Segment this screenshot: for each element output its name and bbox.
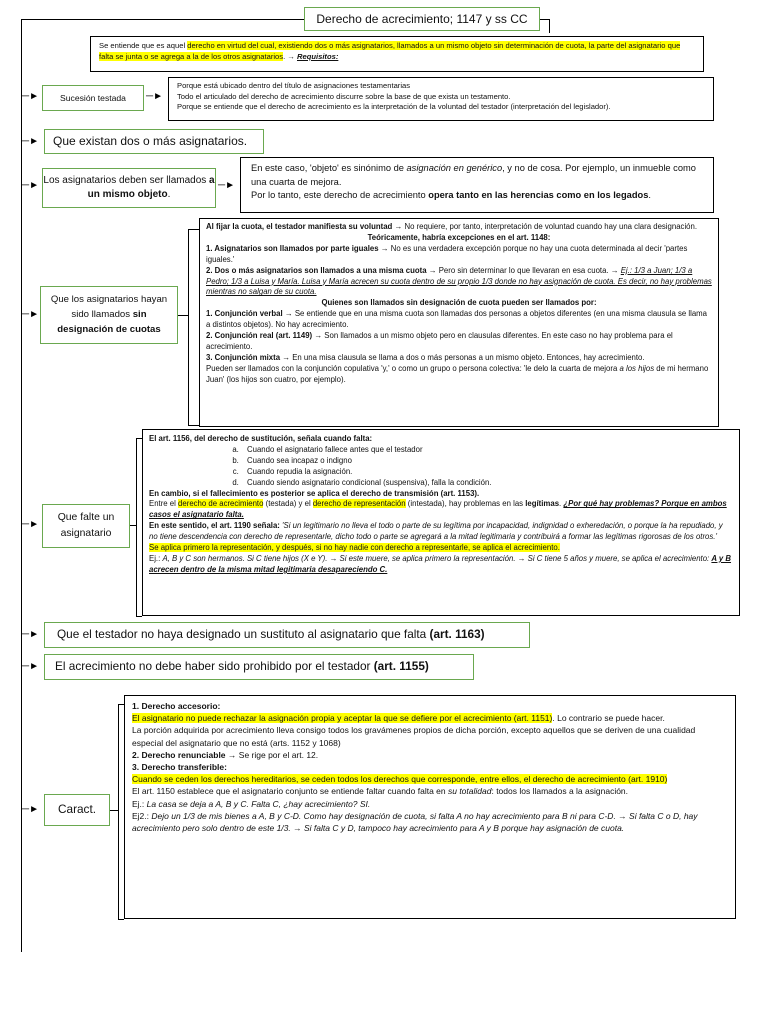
conjuncion-real-text: → Son llamados a un mismo objeto pero en clausulas diferentes. En este caso no hay problema para el acrecimiento. (206, 331, 673, 351)
sucesion-detail-box (168, 77, 714, 121)
falte-problemas-legitimas: legítimas (525, 499, 560, 509)
caract-art-1150 (132, 785, 728, 797)
caract-art-1150-pre: El art. 1150 establece que el asignatario conjunto se entiende faltar cuando falta en (132, 786, 448, 797)
page-title: Derecho de acrecimiento; 1147 y ss CC (304, 7, 540, 31)
mismo-objeto-label-pre: Los asignatarios deben ser llamados (43, 175, 210, 186)
falte-problemas-hl2: derecho de representación (312, 499, 406, 509)
sin-cuota-bracket-top (188, 229, 199, 230)
mismo-objeto-l1-post: , y no de cosa. Por ejemplo, un inmueble como una cuarta de mejora. (251, 163, 696, 187)
conjuncion-verbal-bold: 1. Conjunción verbal (206, 309, 283, 319)
falte-problemas-d: . (559, 499, 564, 509)
requisitos-label: Requisitos: (297, 51, 339, 61)
sustituto-text: Que el testador no haya designado un sustituto al asignatario que falta (57, 627, 430, 641)
caract-detail-box (124, 695, 736, 919)
arrow-mismo-objeto: ─► (22, 180, 39, 191)
mismo-objeto-l1-pre: En este caso, 'objeto' es sinónimo de (251, 163, 407, 173)
excepciones-heading: Teóricamente, habría excepciones en el art. 1148: (367, 232, 551, 242)
mismo-objeto-label-bold: a un mismo objeto (87, 175, 215, 200)
caract-art-1150-post: : todos los llamados a la asignación. (491, 786, 629, 797)
arrow-sucesion: ─► (22, 91, 39, 102)
title-connector (21, 19, 304, 20)
sucesion-testada-box: Sucesión testada (42, 85, 144, 111)
falte-ejemplo-i1: A, B y C son hermanos. Si C tiene hijos (X e Y). (162, 553, 328, 563)
falte-problemas-question: ¿Por qué hay problemas? Porque en ambos casos el asignatario falta. (149, 499, 727, 520)
falte-cause-d: d. Cuando siendo asignatario condicional (suspensiva), falla la condición. (241, 478, 733, 489)
arrow-falte: ─► (22, 519, 39, 530)
mismo-objeto-l2-post: . (648, 190, 651, 201)
mismo-objeto-l1-italic: asignación en genérico (406, 163, 503, 173)
falte-ejemplo-a: Ej.: (149, 553, 163, 563)
falte-problemas-b: (testada) y el (263, 499, 313, 509)
arrow-sucesion-detail: ─► (146, 91, 163, 102)
caract-ejemplo-1 (132, 798, 728, 810)
sin-cuota-bracket-bottom (188, 425, 199, 426)
caract-ejemplo-2-pre: Ej2.: (132, 810, 152, 821)
caract-transferible-highlight: Cuando se ceden los derechos hereditarios, se ceden todos los derechos que corresponde, entre ellos, el derecho de acrecimiento (art. 1910) (132, 774, 668, 785)
dos-asignatarios-box: Que existan dos o más asignatarios. (44, 129, 264, 154)
mismo-objeto-detail-1 (251, 162, 703, 189)
arrow-prohibido: ─► (22, 661, 39, 672)
sin-cuota-label-pre: Que los asignatarios hayan sido llamados (50, 294, 168, 320)
sin-cuota-bracket (188, 229, 189, 425)
caract-accesorio-text: . Lo contrario se puede hacer. (552, 713, 665, 724)
definition-box (90, 36, 704, 72)
caract-accesorio-heading: 1. Derecho accesorio: (132, 701, 221, 711)
prohibido-box (44, 654, 474, 680)
caract-box: Caract. (44, 794, 110, 826)
title-right-drop (549, 19, 550, 33)
conjuncion-mixta (206, 353, 712, 364)
title-right-stub (540, 19, 549, 20)
falte-causes-list (149, 445, 733, 489)
falte-ejemplo-conclusion: A y B acrecen dentro de la misma mitad legitimaria desapareciendo C. (149, 553, 732, 574)
arrow-caract: ─► (22, 804, 39, 815)
falte-art-1190-bold: En este sentido, el art. 1190 señala: (149, 521, 280, 531)
caract-transferible-p (132, 773, 728, 785)
mismo-objeto-detail-2 (251, 189, 703, 203)
excepcion-2 (206, 266, 712, 299)
arrow-sustituto: ─► (22, 629, 39, 640)
caract-renunciable-text: → Se rige por el art. 12. (225, 749, 319, 760)
falte-asignatario-box: Que falte un asignatario (42, 504, 130, 548)
falte-art-1156: El art. 1156, del derecho de sustitución, señala cuando falta: (149, 434, 373, 443)
arrow-sin-cuota: ─► (22, 309, 39, 320)
caract-accesorio-highlight: El asignatario no puede rechazar la asignación propia y aceptar la que se defiere por el acrecimiento (art. 1151) (132, 713, 553, 724)
mismo-objeto-box (42, 168, 216, 208)
falte-problemas (149, 499, 733, 521)
caract-accesorio-p2: La porción adquirida por acrecimiento lleva consigo todos los gravámenes propios de dicha porción, excepto aquellos que se deriven de una cualidad especial del asignatario que no está (arts. 1152 y 1068) (132, 725, 696, 748)
falte-problemas-hl1: derecho de acrecimiento (178, 499, 264, 509)
falte-ejemplo-c: → (515, 553, 528, 563)
falte-ejemplo (149, 554, 733, 576)
falte-art-1190-quote: 'Si un legitimario no lleva el todo o parte de su legítima por incapacidad, indignidad o exheredación, o porque la ha repudiado, y no tiene descendencia con derecho de representarle, dicho todo o parte se agregará a la mitad legitimaria y contribuirá a formar las legítimas rigorosas de los otros.' (149, 521, 723, 542)
sustituto-art: (art. 1163) (429, 627, 485, 641)
caract-accesorio-p1 (132, 712, 728, 724)
conjuncion-copulativa-post: de mi hermano Juan' (los hijos son cuatro, por ejemplo). (206, 363, 709, 384)
conjuncion-copulativa-italic: a los hijos (619, 363, 655, 373)
definition-text-pre: Se entiende que es aquel (99, 41, 188, 50)
falte-ejemplo-i2: Si este muere, se aplica primero la representación. (339, 553, 516, 563)
excepcion-2-text: → Pero sin determinar lo que llevaran en esa cuota. → (426, 265, 621, 275)
sin-cuota-connector (178, 315, 188, 316)
excepcion-2-bold: 2. Dos o más asignatarios son llamados a una misma cuota (206, 265, 427, 275)
conjuncion-copulativa-text: Pueden ser llamados con la conjunción copulativa 'y,' o como un grupo o persona colectiva: 'le delo la cuarta de mejora (206, 363, 620, 373)
sucesion-line-2: Todo el articulado del derecho de acrecimiento discurre sobre la base de que exista un testamento. (177, 91, 511, 101)
prohibido-text: El acrecimiento no debe haber sido prohibido por el testador (55, 659, 374, 673)
falte-transmision: En cambio, si el fallecimiento es posterior se aplica el derecho de transmisión (art. 1153). (149, 488, 480, 498)
sin-cuota-p1 (206, 222, 712, 233)
sin-cuota-detail-box (199, 218, 719, 427)
conjuncion-heading: Quienes son llamados sin designación de cuota pueden ser llamados por: (321, 298, 597, 308)
caract-connector (110, 810, 118, 811)
sucesion-line-3: Porque se entiende que el derecho de acrecimiento es la interpretación de la voluntad del testador (interpretación del legislador). (177, 102, 611, 112)
sucesion-line-1: Porque está ubicado dentro del título de asignaciones testamentarias (177, 81, 411, 90)
caract-ejemplo-1-pre: Ej.: (132, 798, 147, 809)
arrow-mismo-objeto-detail: ─► (218, 180, 235, 191)
falte-orden-highlight: Se aplica primero la representación, y después, si no hay nadie con derecho a representarle, se aplica el acrecimiento. (149, 543, 560, 553)
excepcion-1-text: → No es una verdadera excepción porque no hay una cuota determinada al decir 'partes iguales.' (206, 243, 688, 264)
definition-text-post: . → (283, 51, 297, 61)
conjuncion-mixta-bold: 3. Conjunción mixta (206, 352, 281, 362)
excepcion-1-bold: 1. Asignatarios son llamados por parte iguales (206, 243, 379, 253)
falte-cause-a: a. Cuando el asignatario fallece antes que el testador (241, 445, 733, 456)
conjuncion-copulativa (206, 364, 712, 386)
falte-detail-box (142, 429, 740, 616)
caract-ejemplo-1-text: La casa se deja a A, B y C. Falta C, ¿hay acrecimiento? SI. (146, 798, 371, 809)
conjuncion-verbal-text: → Se entiende que en una misma cuota son llamadas dos personas a objetos diferentes (en una misma clausula se llama a distintos objetos). No hay acrecimiento. (206, 309, 707, 330)
falte-cause-b: b. Cuando sea incapaz o indigno (241, 456, 733, 467)
conjuncion-mixta-text: → En una misa clausula se llama a dos o más personas a un mismo objeto. Entonces, hay acrecimiento. (280, 352, 645, 362)
caract-bracket (118, 704, 119, 919)
prohibido-art: (art. 1155) (373, 659, 429, 673)
excepcion-2-example: Ej.: 1/3 a Juan; 1/3 a Pedro; 1/3 a Luisa y María. Luisa y María acrecen su cuota dentro de su propio 1/3 donde no hay asignación de cuota. Es decir, no hay problemas mientras no salgan de su cuota. (206, 265, 712, 297)
caract-renunciable-heading: 2. Derecho renunciable (132, 749, 226, 760)
sustituto-box (44, 622, 530, 648)
caract-renunciable (132, 749, 728, 761)
falte-bracket-bottom (136, 616, 142, 617)
excepcion-1 (206, 244, 712, 266)
caract-bracket-bottom (118, 919, 124, 920)
arrow-dos-asignatarios: ─► (22, 136, 39, 147)
falte-bracket (136, 438, 137, 616)
conjuncion-real (206, 331, 712, 353)
conjuncion-real-bold: 2. Conjunción real (art. 1149) (206, 331, 313, 341)
falte-problemas-c: (intestada), hay problemas en las (405, 499, 526, 509)
caract-ejemplo-2-text: Dejo un 1/3 de mis bienes a A, B y C-D. Como hay designación de cuota, si falta A no hay acrecimiento para B ni para C-D. → Si falta C o D, hay acrecimiento pero solo dentro de este 1/3. → Si falta C y D, tampoco hay acrecimiento para A y B porque hay asignación de cuota. (132, 810, 698, 834)
falte-cause-c: c. Cuando repudia la asignación. (241, 467, 733, 478)
mismo-objeto-detail-box (240, 157, 714, 213)
sin-cuota-p1-text: → No requiere, por tanto, interpretación de voluntad cuando hay una clara designación. (392, 222, 698, 231)
falte-problemas-a: Entre el (149, 499, 179, 509)
falte-art-1190 (149, 521, 733, 543)
definition-highlight: derecho en virtud del cual, existiendo dos o más asignatarios, llamados a un mismo objeto sin determinación de cuota, la parte del asignatario que falta se junta o se agrega a la de los otros asignatarios (99, 41, 681, 61)
sin-cuota-label-bold: sin designación de cuotas (57, 309, 161, 335)
caract-transferible-heading: 3. Derecho transferible: (132, 762, 227, 773)
falte-ejemplo-i3: Si C tiene 5 años y muere, se aplica el acrecimiento: (527, 553, 712, 563)
conjuncion-verbal (206, 309, 712, 331)
mismo-objeto-label-post: . (167, 189, 171, 200)
caract-art-1150-italic: su totalidad (447, 786, 492, 797)
mismo-objeto-l2-bold: opera tanto en las herencias como en los legados (428, 190, 649, 201)
caract-ejemplo-2 (132, 810, 728, 834)
sin-cuota-box (40, 286, 178, 344)
mismo-objeto-l2-pre: Por lo tanto, este derecho de acrecimiento (251, 190, 429, 201)
falte-orden (149, 543, 733, 554)
sin-cuota-p1-bold: Al fijar la cuota, el testador manifiesta su voluntad (206, 222, 393, 231)
falte-ejemplo-b: → (327, 553, 340, 563)
